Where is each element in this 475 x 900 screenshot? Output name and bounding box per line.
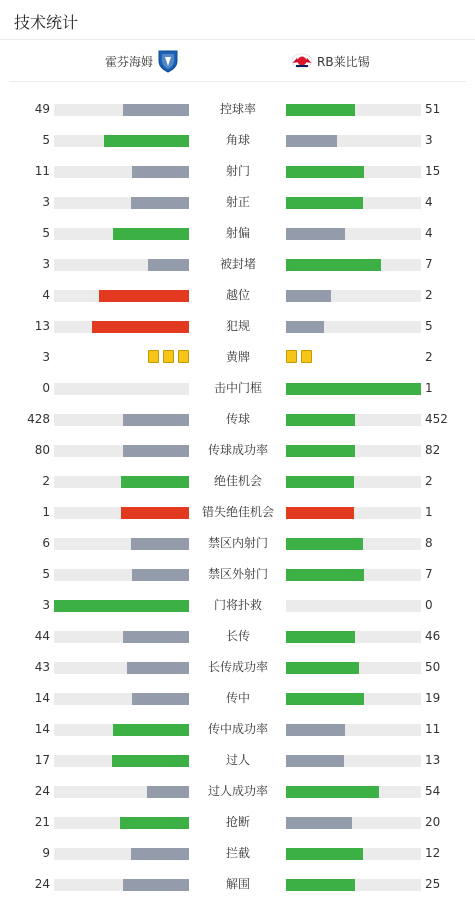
home-bar-fill — [127, 662, 189, 674]
stat-label: 禁区内射门 — [207, 536, 268, 550]
home-value: 3 — [42, 598, 50, 612]
away-bar-fill — [286, 693, 364, 705]
away-bar-track — [286, 600, 421, 612]
home-bar-track — [54, 197, 189, 209]
away-bar-fill — [286, 848, 363, 860]
away-value: 82 — [425, 443, 441, 457]
stat-label: 角球 — [225, 133, 250, 147]
home-bar-fill — [120, 817, 189, 829]
away-bar-fill — [286, 662, 359, 674]
stat-label: 控球率 — [219, 102, 256, 116]
away-bar-fill — [286, 135, 337, 147]
stat-label: 黄牌 — [225, 350, 250, 364]
yellow-card-icon — [286, 350, 297, 363]
home-bar-track — [54, 476, 189, 488]
away-bar-track — [286, 631, 421, 643]
away-value: 20 — [425, 815, 441, 829]
away-value: 11 — [425, 722, 441, 736]
away-bar-track — [286, 786, 421, 798]
stat-row — [0, 249, 475, 280]
home-bar-track — [54, 600, 189, 612]
section-header — [0, 0, 475, 40]
away-bar-track — [286, 724, 421, 736]
stat-row — [0, 714, 475, 745]
home-value: 24 — [34, 877, 50, 891]
home-bar-fill — [148, 259, 189, 271]
home-bar-track — [54, 104, 189, 116]
home-value: 9 — [42, 846, 50, 860]
away-value: 12 — [425, 846, 441, 860]
home-value: 3 — [42, 350, 50, 364]
away-value: 19 — [425, 691, 441, 705]
stat-row — [0, 342, 475, 373]
home-bar-track — [54, 569, 189, 581]
home-value: 5 — [42, 567, 50, 581]
away-bar-fill — [286, 476, 354, 488]
stat-row — [0, 94, 475, 125]
away-bar-fill — [286, 383, 421, 395]
home-value: 6 — [42, 536, 50, 550]
home-value: 5 — [42, 133, 50, 147]
stat-label: 传球 — [225, 412, 250, 426]
away-bar-fill — [286, 631, 355, 643]
rb-leipzig-crest-icon — [291, 53, 313, 69]
stat-label: 过人 — [225, 753, 250, 767]
stat-row — [0, 869, 475, 900]
stat-row — [0, 621, 475, 652]
home-value: 49 — [34, 102, 50, 116]
home-bar-track — [54, 321, 189, 333]
away-value: 7 — [425, 567, 433, 581]
home-value: 11 — [34, 164, 50, 178]
away-bar-track — [286, 104, 421, 116]
away-value: 54 — [425, 784, 441, 798]
away-value: 2 — [425, 474, 433, 488]
home-value: 80 — [34, 443, 50, 457]
home-bar-fill — [92, 321, 189, 333]
home-bar-track — [54, 817, 189, 829]
home-value: 21 — [34, 815, 50, 829]
home-bar-fill — [147, 786, 189, 798]
away-bar-track — [286, 383, 421, 395]
stat-label: 射偏 — [225, 226, 250, 240]
home-value: 3 — [42, 257, 50, 271]
home-value: 428 — [27, 412, 50, 426]
away-bar-fill — [286, 755, 344, 767]
stat-row — [0, 404, 475, 435]
home-bar-fill — [123, 445, 189, 457]
away-bar-fill — [286, 414, 355, 426]
home-bar-fill — [121, 507, 189, 519]
home-value: 43 — [34, 660, 50, 674]
stat-row — [0, 497, 475, 528]
home-bar-fill — [131, 197, 189, 209]
home-value: 1 — [42, 505, 50, 519]
yellow-card-icon — [148, 350, 159, 363]
stat-label: 过人成功率 — [207, 784, 268, 798]
home-bar-fill — [123, 414, 189, 426]
away-value: 2 — [425, 350, 433, 364]
away-bar-fill — [286, 197, 363, 209]
stat-row — [0, 218, 475, 249]
home-bar-track — [54, 724, 189, 736]
away-bar-track — [286, 135, 421, 147]
away-bar-track — [286, 879, 421, 891]
home-bar-fill — [112, 755, 189, 767]
home-bar-fill — [121, 476, 189, 488]
away-bar-fill — [286, 817, 352, 829]
home-value: 3 — [42, 195, 50, 209]
away-bar-track — [286, 755, 421, 767]
yellow-card-icon — [301, 350, 312, 363]
home-yellow-cards — [148, 350, 189, 364]
away-bar-track — [286, 228, 421, 240]
stat-label: 抢断 — [225, 815, 250, 829]
away-team[interactable] — [291, 49, 370, 73]
stat-label: 长传 — [225, 629, 250, 643]
stat-label: 射门 — [225, 164, 250, 178]
away-yellow-cards — [286, 350, 312, 364]
away-bar-track — [286, 290, 421, 302]
away-bar-track — [286, 321, 421, 333]
away-bar-track — [286, 538, 421, 550]
home-bar-fill — [131, 848, 189, 860]
stat-row — [0, 435, 475, 466]
home-value: 44 — [34, 629, 50, 643]
away-value: 51 — [425, 102, 441, 116]
home-bar-track — [54, 693, 189, 705]
away-bar-fill — [286, 507, 354, 519]
home-bar-track — [54, 166, 189, 178]
stat-label: 禁区外射门 — [207, 567, 268, 581]
away-value: 4 — [425, 195, 433, 209]
home-bar-track — [54, 445, 189, 457]
stat-row — [0, 466, 475, 497]
home-bar-track — [54, 879, 189, 891]
away-value: 50 — [425, 660, 441, 674]
away-value: 7 — [425, 257, 433, 271]
away-bar-fill — [286, 228, 345, 240]
stat-row — [0, 652, 475, 683]
stat-row — [0, 280, 475, 311]
away-value: 13 — [425, 753, 441, 767]
home-value: 17 — [34, 753, 50, 767]
stat-label: 被封堵 — [219, 257, 256, 271]
away-bar-fill — [286, 538, 363, 550]
home-bar-track — [54, 507, 189, 519]
away-bar-track — [286, 414, 421, 426]
home-bar-fill — [132, 569, 189, 581]
away-value: 15 — [425, 164, 441, 178]
stat-label: 传中成功率 — [207, 722, 268, 736]
home-bar-track — [54, 383, 189, 395]
away-bar-track — [286, 817, 421, 829]
stat-label: 长传成功率 — [207, 660, 268, 674]
away-bar-fill — [286, 166, 364, 178]
away-bar-track — [286, 507, 421, 519]
away-value: 46 — [425, 629, 441, 643]
stat-row — [0, 156, 475, 187]
away-value: 0 — [425, 598, 433, 612]
stat-row — [0, 745, 475, 776]
home-bar-track — [54, 786, 189, 798]
home-bar-fill — [99, 290, 189, 302]
home-bar-track — [54, 631, 189, 643]
away-value: 1 — [425, 381, 433, 395]
home-bar-fill — [132, 166, 189, 178]
home-value: 2 — [42, 474, 50, 488]
stat-row — [0, 559, 475, 590]
away-bar-track — [286, 476, 421, 488]
teams-row — [9, 40, 466, 82]
home-bar-track — [54, 848, 189, 860]
home-bar-fill — [123, 879, 189, 891]
stat-label: 射正 — [225, 195, 250, 209]
away-bar-fill — [286, 445, 355, 457]
stat-label: 越位 — [225, 288, 250, 302]
home-value: 4 — [42, 288, 50, 302]
away-value: 452 — [425, 412, 448, 426]
away-value: 3 — [425, 133, 433, 147]
stat-label: 门将扑救 — [213, 598, 262, 612]
away-value: 1 — [425, 505, 433, 519]
stat-row — [0, 187, 475, 218]
away-bar-track — [286, 197, 421, 209]
stat-row — [0, 528, 475, 559]
yellow-card-icon — [163, 350, 174, 363]
home-bar-fill — [131, 538, 189, 550]
stat-row — [0, 373, 475, 404]
home-bar-fill — [123, 631, 189, 643]
home-value: 14 — [34, 722, 50, 736]
away-bar-fill — [286, 104, 355, 116]
home-bar-track — [54, 228, 189, 240]
away-bar-fill — [286, 569, 364, 581]
away-bar-track — [286, 848, 421, 860]
away-value: 8 — [425, 536, 433, 550]
away-value: 4 — [425, 226, 433, 240]
stat-row — [0, 838, 475, 869]
home-team[interactable] — [105, 49, 179, 73]
hoffenheim-crest-icon — [157, 49, 179, 73]
away-bar-fill — [286, 724, 345, 736]
away-bar-fill — [286, 321, 324, 333]
home-bar-fill — [132, 693, 189, 705]
yellow-card-icon — [178, 350, 189, 363]
home-value: 0 — [42, 381, 50, 395]
stat-label: 传中 — [225, 691, 250, 705]
stat-row — [0, 311, 475, 342]
stat-label: 绝佳机会 — [213, 474, 262, 488]
home-value: 5 — [42, 226, 50, 240]
home-bar-track — [54, 135, 189, 147]
away-bar-fill — [286, 879, 355, 891]
away-bar-track — [286, 445, 421, 457]
away-team-name: RB莱比锡 — [317, 54, 370, 69]
stat-label: 解围 — [225, 877, 250, 891]
away-bar-fill — [286, 786, 379, 798]
stat-label: 犯规 — [225, 319, 250, 333]
home-bar-fill — [104, 135, 189, 147]
away-value: 2 — [425, 288, 433, 302]
stat-row — [0, 125, 475, 156]
stat-row — [0, 683, 475, 714]
away-bar-fill — [286, 290, 331, 302]
away-bar-track — [286, 693, 421, 705]
home-value: 24 — [34, 784, 50, 798]
home-bar-track — [54, 662, 189, 674]
away-value: 25 — [425, 877, 441, 891]
stat-label: 错失绝佳机会 — [201, 505, 274, 519]
stat-label: 拦截 — [225, 846, 250, 860]
away-bar-fill — [286, 259, 381, 271]
home-team-name: 霍芬海姆 — [104, 54, 153, 69]
stat-row — [0, 807, 475, 838]
home-bar-fill — [54, 600, 189, 612]
away-bar-track — [286, 569, 421, 581]
home-value: 14 — [34, 691, 50, 705]
home-bar-fill — [113, 724, 189, 736]
home-bar-track — [54, 290, 189, 302]
home-bar-track — [54, 259, 189, 271]
home-bar-fill — [113, 228, 189, 240]
home-value: 13 — [34, 319, 50, 333]
section-title: 技术统计 — [14, 13, 79, 32]
home-bar-track — [54, 414, 189, 426]
home-bar-track — [54, 538, 189, 550]
stat-row — [0, 590, 475, 621]
stat-label: 击中门框 — [213, 381, 262, 395]
away-bar-track — [286, 166, 421, 178]
stat-row — [0, 776, 475, 807]
away-bar-track — [286, 662, 421, 674]
home-bar-track — [54, 755, 189, 767]
stat-label: 传球成功率 — [207, 443, 268, 457]
home-bar-fill — [123, 104, 189, 116]
away-value: 5 — [425, 319, 433, 333]
away-bar-track — [286, 259, 421, 271]
